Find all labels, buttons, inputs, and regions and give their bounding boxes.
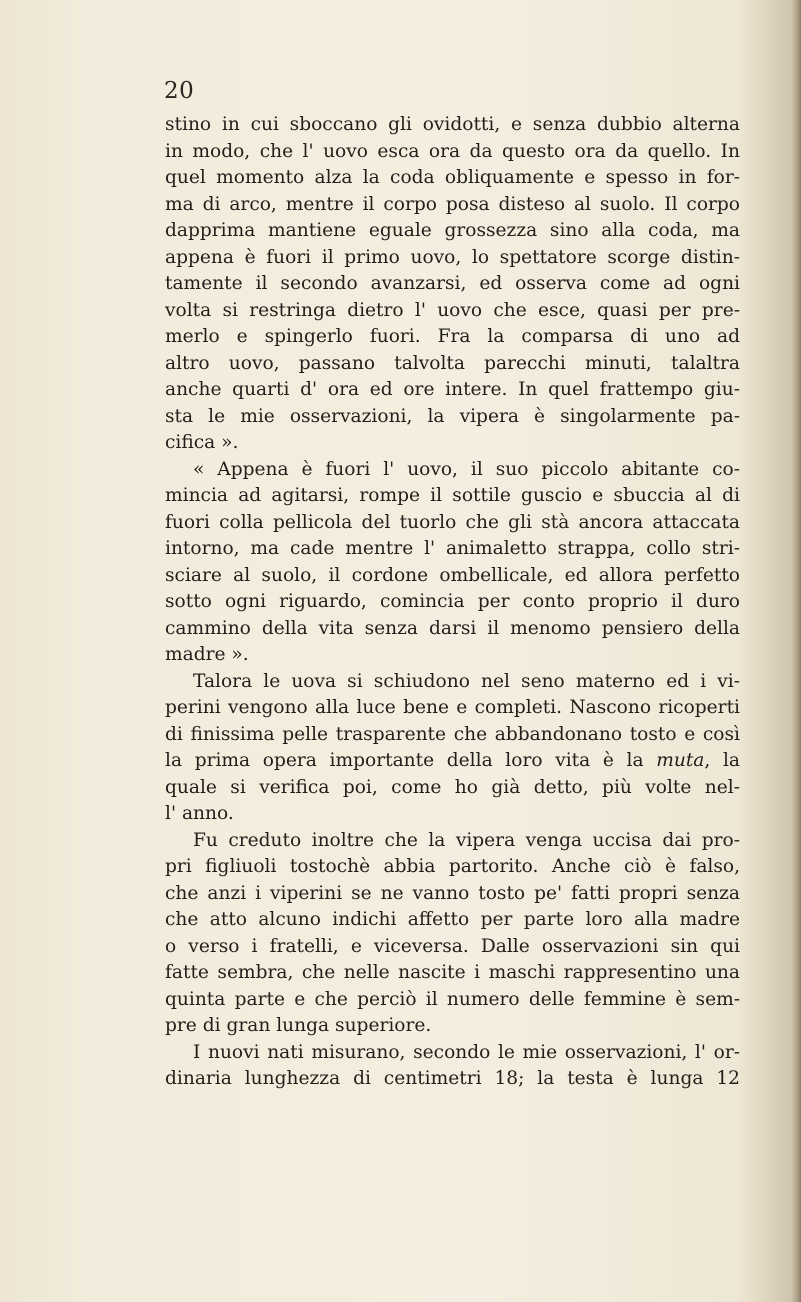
text-line	[165, 748, 740, 775]
italic-word: muta	[656, 750, 705, 771]
text-line: merlo e spingerlo fuori. Fra la comparsa di uno ad	[165, 326, 740, 347]
page-number: 20	[164, 78, 195, 104]
text-line: quinta parte e che perciò il numero delle femmine è sem-	[165, 988, 740, 1010]
text-line: « Appena è fuori l' uovo, il suo piccolo abitante co-	[193, 458, 740, 480]
text-segment: , la	[704, 750, 740, 771]
text-line: che atto alcuno indichi affetto per parte loro alla madre	[165, 909, 740, 930]
text-line: o verso i fratelli, e viceversa. Dalle osservazioni sin qui	[165, 935, 740, 957]
text-line: in modo, che l' uovo esca ora da questo ora da quello. In	[165, 140, 740, 162]
text-line: sciare al suolo, il cordone ombellicale, ed allora perfetto	[165, 564, 740, 586]
text-line: che anzi i viperini se ne vanno tosto pe' fatti propri senza	[165, 882, 740, 904]
text-line: stino in cui sboccano gli ovidotti, e senza dubbio alterna	[165, 114, 740, 135]
text-line: di finissima pelle trasparente che abbandonano tosto e così	[165, 723, 740, 745]
text-line: quale si verifica poi, come ho già detto, più volte nel-	[165, 776, 740, 798]
text-line: pri figliuoli tostochè abbia partorito. Anche ciò è falso,	[165, 856, 740, 877]
text-line: madre ».	[165, 644, 249, 665]
text-line: Talora le uova si schiudono nel seno materno ed i vi-	[193, 670, 740, 692]
text-line: cammino della vita senza darsi il menomo pensiero della	[165, 617, 740, 639]
text-line: dinaria lunghezza di centimetri 18; la testa è lunga 12	[165, 1068, 740, 1089]
text-line: fuori colla pellicola del tuorlo che gli stà ancora attaccata	[165, 511, 740, 533]
text-line: dapprima mantiene eguale grossezza sino alla coda, ma	[165, 220, 740, 241]
text-segment: la prima opera importante della loro vita è la	[165, 750, 657, 771]
text-line: Fu creduto inoltre che la vipera venga uccisa dai pro-	[193, 829, 740, 851]
text-line: sta le mie osservazioni, la vipera è singolarmente pa-	[165, 405, 740, 427]
text-line: I nuovi nati misurano, secondo le mie osservazioni, l' or-	[193, 1041, 740, 1063]
text-line: pre di gran lunga superiore.	[165, 1015, 432, 1036]
page-edge-shadow	[791, 0, 801, 1302]
text-line: mincia ad agitarsi, rompe il sottile guscio e sbuccia al di	[165, 485, 740, 506]
text-line: tamente il secondo avanzarsi, ed osserva come ad ogni	[165, 273, 740, 294]
text-line: quel momento alza la coda obliquamente e spesso in for-	[165, 167, 740, 188]
text-line: sotto ogni riguardo, comincia per conto proprio il duro	[165, 591, 740, 612]
text-line: volta si restringa dietro l' uovo che esce, quasi per pre-	[165, 299, 740, 321]
text-line: fatte sembra, che nelle nascite i maschi rappresentino una	[165, 962, 740, 983]
text-line: intorno, ma cade mentre l' animaletto strappa, collo stri-	[165, 538, 740, 559]
text-line: l' anno.	[165, 803, 234, 824]
text-line: altro uovo, passano talvolta parecchi minuti, talaltra	[165, 352, 740, 374]
text-line: ma di arco, mentre il corpo posa disteso al suolo. Il corpo	[165, 193, 740, 215]
text-line: appena è fuori il primo uovo, lo spettatore scorge distin-	[165, 246, 740, 268]
text-line: cifica ».	[165, 432, 239, 453]
text-line: anche quarti d' ora ed ore intere. In quel frattempo giu-	[165, 379, 740, 400]
text-line: perini vengono alla luce bene e completi. Nascono ricoperti	[165, 697, 740, 718]
body-text	[165, 112, 740, 1093]
